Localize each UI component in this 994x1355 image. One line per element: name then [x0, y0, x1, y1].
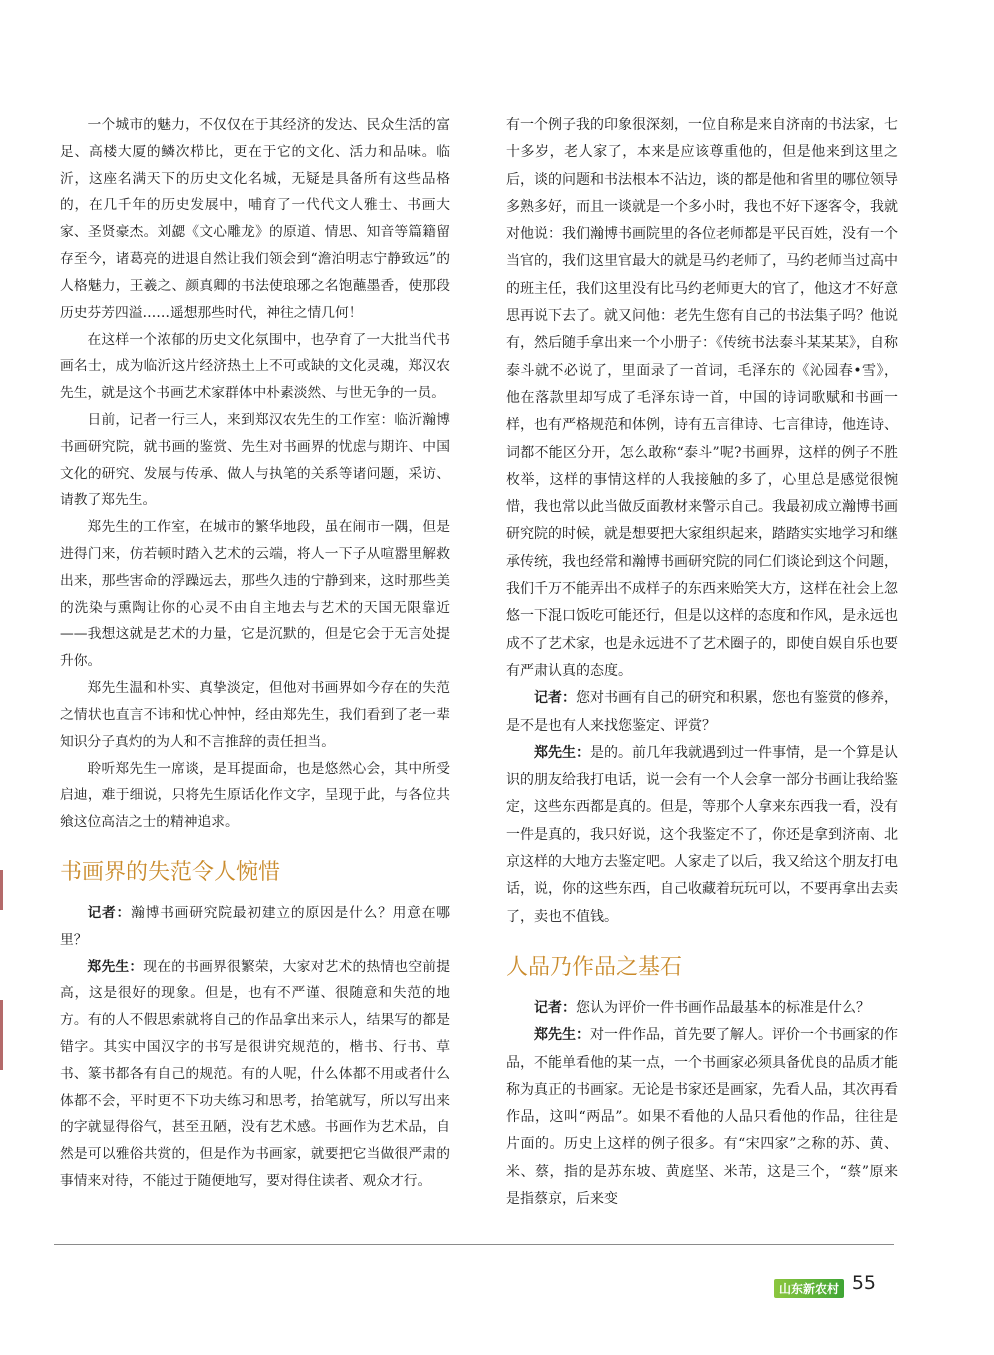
- intro-paragraph: 聆听郑先生一席谈，是耳提面命，也是悠然心会，其中所受启迪，难于细说，只将先生原话化作文字，呈现于此，与各位共飨这位高洁之士的精神追求。: [60, 760, 450, 831]
- left-column: [60, 112, 450, 1195]
- qa-text: 您对书画有自己的研究和积累，您也有鉴赏的修养，是不是也有人来找您鉴定、评赏？: [506, 690, 898, 734]
- intro-paragraph: 日前，记者一行三人，来到郑汉农先生的工作室：临沂瀚博书画研究院，就书画的鉴赏、先生对书画界的忧虑与期许、中国文化的研究、发展与传承、做人与执笔的关系等诸问题，采访、请教了郑先生。: [60, 411, 450, 509]
- qa-text: 对一件作品，首先要了解人。评价一个书画家的作品，不能单看他的某一点，一个书画家必须具备优良的品质才能称为真正的书画家。无论是书家还是画家，先看人品，其次再看作品，这叫“两品”。如果不看他的人品只看他的作品，往往是片面的。历史上这样的例子很多。有“宋四家”之称的苏、黄、米、蔡，指的是苏东坡、黄庭坚、米芾，这是三个，“蔡”原来是指蔡京，后来变: [506, 1027, 898, 1207]
- qa-paragraph: [60, 954, 450, 1195]
- qa-paragraph: [506, 1022, 898, 1213]
- qa-text: 是的。前几年我就遇到过一件事情，是一个算是认识的朋友给我打电话，说一会有一个人会拿一部分书画让我给鉴定，这些东西都是真的。但是，等那个人拿来东西我一看，没有一件是真的，我只好说，这个我鉴定不了，你还是拿到济南、北京这样的大地方去鉴定吧。人家走了以后，我又给这个朋友打电话，说，你的这些东西，自己收藏着玩玩可以，不要再拿出去卖了，卖也不值钱。: [506, 744, 898, 925]
- intro-paragraph: 一个城市的魅力，不仅仅在于其经济的发达、民众生活的富足、高楼大厦的鳞次栉比，更在于它的文化、活力和品味。临沂，这座名满天下的历史文化名城，无疑是具备所有这些品格的，在几千年的历史发展中，哺育了一代代文人雅士、书画大家、圣贤豪杰。刘勰《文心雕龙》的原道、情思、知音等篇籍留存至今，诸葛亮的进退自然让我们领会到“澹泊明志宁静致远”的人格魅力，王羲之、颜真卿的书法使琅琊之名饱蘸墨香，使那段历史芬芳四溢……遥想那些时代，神往之情几何！: [60, 117, 450, 321]
- footer-rule: [54, 1244, 894, 1245]
- edge-mark: [0, 870, 3, 910]
- qa-paragraph: [506, 685, 898, 740]
- right-column: [506, 112, 898, 1213]
- edge-mark: [0, 1000, 3, 1070]
- speaker-label: 记者：: [534, 690, 576, 707]
- speaker-label: 记者：: [534, 999, 576, 1016]
- section-heading: 人品乃作品之基石: [506, 954, 683, 980]
- speaker-label: 郑先生：: [534, 744, 590, 761]
- section-heading: 书画界的失范令人惋惜: [60, 859, 281, 885]
- continued-paragraph: 有一个例子我的印象很深刻，一位自称是来自济南的书法家，七十多岁，老人家了，本来是应该尊重他的，但是他来到这里之后，谈的问题和书法根本不沾边，谈的都是他和省里的哪位领导多熟多好，而且一谈就是一个多小时，我也不好下逐客令，我就对他说：我们瀚博书画院里的各位老师都是平民百姓，没有一个当官的，我们这里官最大的就是马约老师了，马约老师当过高中的班主任，我们这里没有比马约老师更大的官了，他这才不好意思再说下去了。就又问他：老先生您有自己的书法集子吗？他说有，然后随手拿出来一个小册子：《传统书法泰斗某某某》，自称泰斗就不必说了，里面录了一首词，毛泽东的《沁园春•雪》，他在落款里却写成了毛泽东诗一首，中国的诗词歌赋和书画一样，也有严格规范和体例，诗有五言律诗、七言律诗，他连诗、词都不能区分开，怎么敢称“泰斗”呢?书画界，这样的例子不胜枚举，这样的事情这样的人我接触的多了，心里总是感觉很惋惜，我也常以此当做反面教材来警示自己。我最初成立瀚博书画研究院的时候，就是想要把大家组织起来，踏踏实实地学习和继承传统，我也经常和瀚博书画研究院的同仁们谈论到这个问题，我们千万不能弄出不成样子的东西来贻笑大方，这样在社会上忽悠一下混口饭吃可能还行，但是以这样的态度和作风，是永远也成不了艺术家，也是永远进不了艺术圈子的，即使自娱自乐也要有严肃认真的态度。: [506, 117, 898, 679]
- qa-text: 瀚博书画研究院最初建立的原因是什么？用意在哪里？: [60, 904, 450, 948]
- qa-paragraph: [60, 900, 450, 954]
- speaker-label: 郑先生：: [87, 958, 144, 975]
- page-number: 55: [851, 1272, 876, 1294]
- intro-paragraph: 郑先生的工作室，在城市的繁华地段，虽在闹市一隅，但是进得门来，仿若顿时踏入艺术的云端，将人一下子从喧嚣里解救出来，那些害命的浮躁远去，那些久违的宁静到来，这时那些美的洗染与熏陶让你的心灵不由自主地去与艺术的天国无限靠近——我想这就是艺术的力量，它是沉默的，但是它会于无言处提升你。: [60, 519, 450, 670]
- qa-text: 您认为评价一件书画作品最基本的标准是什么？: [576, 999, 870, 1016]
- intro-paragraph: 在这样一个浓郁的历史文化氛围中，也孕育了一大批当代书画名士，成为临沂这片经济热土上不可或缺的文化灵魂，郑汉农先生，就是这个书画艺术家群体中朴素淡然、与世无争的一员。: [60, 331, 450, 402]
- speaker-label: 记者：: [87, 904, 132, 921]
- speaker-label: 郑先生：: [534, 1027, 590, 1044]
- qa-paragraph: [506, 740, 898, 931]
- qa-paragraph: [506, 995, 898, 1022]
- qa-text: 现在的书画界很繁荣，大家对艺术的热情也空前提高，这是很好的现象。但是，也有不严谨、很随意和失范的地方。有的人不假思索就将自己的作品拿出来示人，结果写的都是错字。其实中国汉字的书写是很讲究规范的，楷书、行书、草书、篆书都各有自己的规范。有的人呢，什么体都不用或者什么体都不会，平时更不下功夫练习和思考，抬笔就写，所以写出来的字就显得俗气，甚至丑陋，没有艺术感。书画作为艺术品，自然是可以雅俗共赏的，但是作为书画家，就要把它当做很严肃的事情来对待，不能过于随便地写，要对得住读者、观众才行。: [60, 958, 450, 1190]
- magazine-logo: 山东新农村: [774, 1279, 844, 1298]
- intro-paragraph: 郑先生温和朴实、真挚淡定，但他对书画界如今存在的失范之情状也直言不讳和忧心忡忡，经由郑先生，我们看到了老一辈知识分子真灼的为人和不言推辞的责任担当。: [60, 680, 450, 750]
